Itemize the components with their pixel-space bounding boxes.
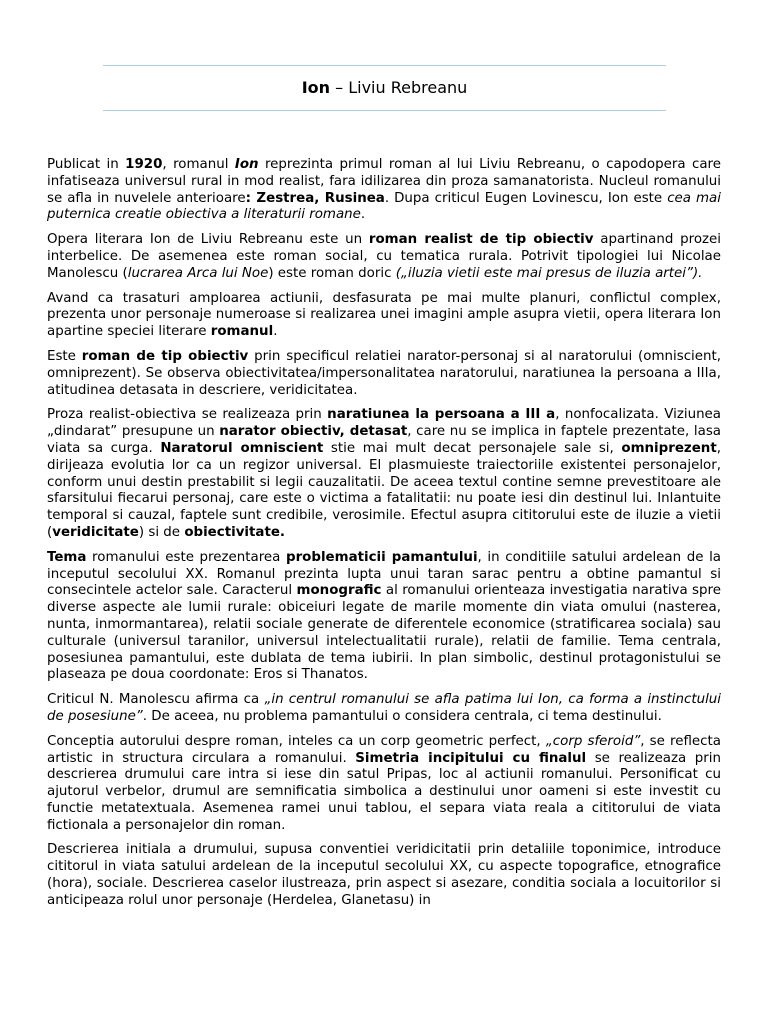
- paragraph: [47, 842, 721, 909]
- paragraph: [47, 734, 721, 835]
- text-segment: roman de tip obiectiv: [81, 348, 249, 364]
- text-segment: . Dupa criticul Eugen Lovinescu, Ion este: [384, 190, 668, 206]
- text-segment: Publicat in: [47, 157, 126, 172]
- text-segment: lucrarea Arca lui Noe: [127, 265, 269, 281]
- paragraph: [47, 291, 721, 341]
- title-bold: Ion: [301, 78, 331, 97]
- document-body: [47, 157, 721, 918]
- text-segment: 1920: [125, 157, 163, 172]
- text-segment: Naratorul omniscient: [160, 440, 324, 456]
- text-segment: Ion: [234, 157, 259, 172]
- text-segment: , nonfocalizata. Viziunea „dindarat” presupune un: [47, 407, 721, 440]
- text-segment: Tema: [47, 549, 87, 565]
- text-segment: roman realist de tip obiectiv: [368, 232, 594, 248]
- text-segment: Proza realist-obiectiva se realizeaza prin: [47, 407, 328, 423]
- text-segment: omniprezent: [621, 440, 717, 456]
- text-segment: ) este roman doric: [268, 265, 396, 281]
- text-segment: stie mai mult decat personajele sale si,: [323, 440, 622, 456]
- text-segment: Este: [47, 348, 82, 364]
- document-title: [103, 77, 666, 99]
- text-segment: Criticul N. Manolescu afirma ca: [47, 692, 265, 708]
- text-segment: „in centrul romanului se afla patima lui Ion, ca forma a instinctului de posesiune”: [47, 692, 722, 724]
- text-segment: narator obiectiv, detasat: [219, 424, 408, 440]
- text-segment: Conceptia autorului despre roman, inteles ca un corp geometric perfect,: [47, 733, 546, 749]
- text-segment: ) si de: [138, 524, 185, 540]
- paragraph: [47, 550, 721, 684]
- paragraph: [47, 692, 721, 726]
- text-segment: „corp sferoid”: [545, 733, 641, 749]
- paragraph: [47, 157, 721, 224]
- text-segment: veridicitate: [52, 524, 139, 540]
- text-segment: se realizeaza prin descrierea drumului care intra si iese din satul Pripas, loc al actiunii romanului. Personificat cu ajutorul verbelor, drumul are semnificatia simbolica a destinului unor oameni si este investit cu functie metatextuala. Asemenea ramei unui tablou, el separa viata reala a cititorului de viata fictionala a personajelor din roman.: [47, 750, 721, 833]
- paragraph: [47, 232, 721, 282]
- text-segment: Opera literara Ion de Liviu Rebreanu este un: [47, 232, 369, 248]
- text-segment: problematicii pamantului: [285, 549, 478, 565]
- text-segment: : Zestrea, Rusinea: [245, 190, 385, 206]
- text-segment: , in conditiile satului ardelean de la inceputul secolului XX. Romanul prezinta lupta unui taran sarac pentru a obtine pamantul si consecintele actelor sale. Caracterul: [47, 549, 721, 599]
- text-segment: , se reflecta artistic in structura circulara a romanului.: [47, 733, 721, 766]
- text-segment: reprezinta primul roman al lui Liviu Rebreanu, o capodopera care infatiseaza universul rural in mod realist, fara idilizarea din proza samanatorista. Nucleul romanului se afla in nuvelele anterioare: [47, 157, 721, 206]
- text-segment: , romanul: [162, 157, 235, 172]
- paragraph: [47, 407, 721, 541]
- text-segment: .: [360, 207, 366, 223]
- text-segment: prin specificul relatiei narator-personaj si al naratorului (omniscient, omniprezent). Se observa obiectivitatea/impersonalitatea naratorului, naratiunea la persoana a IIIa, atitudinea detasata in descriere, veridicitatea.: [47, 348, 722, 398]
- text-segment: Descrierea initiala a drumului, supusa conventiei veridicitatii prin detaliile toponimice, introduce cititorul in viata satului ardelean de la inceputul secolului XX, cu aspecte topografice, etnografice (hora), sociale. Descrierea caselor ilustreaza, prin aspect si asezare, conditia sociala a locuitorilor si anticipeaza rolul unor personaje (Herdelea, Glanetasu) in: [47, 842, 721, 908]
- text-segment: , dirijeaza evolutia lor ca un regizor universal. El plasmuieste traiectoriile existentei personajelor, conform unui destin prestabilit si legii cauzalitatii. De aceea textul contine semne prevestitoare ale sfarsitului fiecarui personaj, care este o victima a fatalitatii: nu poate iesi din destinul lui. Inlantuite temporal si cauzal, faptele sunt credibile, verosimile. Efectul asupra cititorului este de iluzie a vietii (: [47, 440, 721, 540]
- text-segment: cea mai puternica creatie obiectiva a literaturii romane: [47, 190, 721, 223]
- text-segment: romanului este prezentarea: [86, 549, 286, 565]
- text-segment: , care nu se implica in faptele prezentate, lasa viata sa curga.: [47, 424, 721, 456]
- header-top-rule: [103, 65, 666, 66]
- text-segment: Avand ca trasaturi amploarea actiunii, desfasurata pe mai multe planuri, conflictul complex, prezenta unor personaje numeroase si realizarea unei imagini ample asupra vietii, opera literara Ion apartine speciei literare: [47, 290, 721, 340]
- paragraph: [47, 349, 721, 399]
- text-segment: naratiunea la persoana a III a: [327, 407, 556, 423]
- title-rest: – Liviu Rebreanu: [330, 78, 468, 97]
- text-segment: . De aceea, nu problema pamantului o considera centrala, ci tema destinului.: [142, 708, 662, 724]
- text-segment: Simetria incipitului cu finalul: [355, 750, 587, 766]
- text-segment: .: [273, 324, 278, 340]
- header-bottom-rule: [103, 110, 666, 111]
- text-segment: monografic: [296, 583, 382, 599]
- text-segment: romanul: [210, 324, 274, 340]
- text-segment: obiectivitate.: [184, 524, 286, 540]
- text-segment: al romanului orienteaza investigatia narativa spre diverse aspecte ale lumii rurale: obiceiuri legate de marile momente din viata omului (nasterea, nunta, inmormantarea), relatii sociale generate de diferentele economice (stratificarea sociala) sau culturale (universul taranilor, universul intelectualitatii rurale), relatii de familie. Tema centrala, posesiunea pamantului, este dublata de tema iubirii. In plan simbolic, destinul protagonistului se plaseaza pe doua coordonate: Eros si Thanatos.: [47, 583, 721, 683]
- text-segment: („iluzia vietii este mai presus de iluzia artei”).: [395, 265, 703, 281]
- text-segment: apartinand prozei interbelice. De asemenea este roman social, cu tematica rurala. Potrivit tipologiei lui Nicolae Manolescu (: [47, 232, 721, 281]
